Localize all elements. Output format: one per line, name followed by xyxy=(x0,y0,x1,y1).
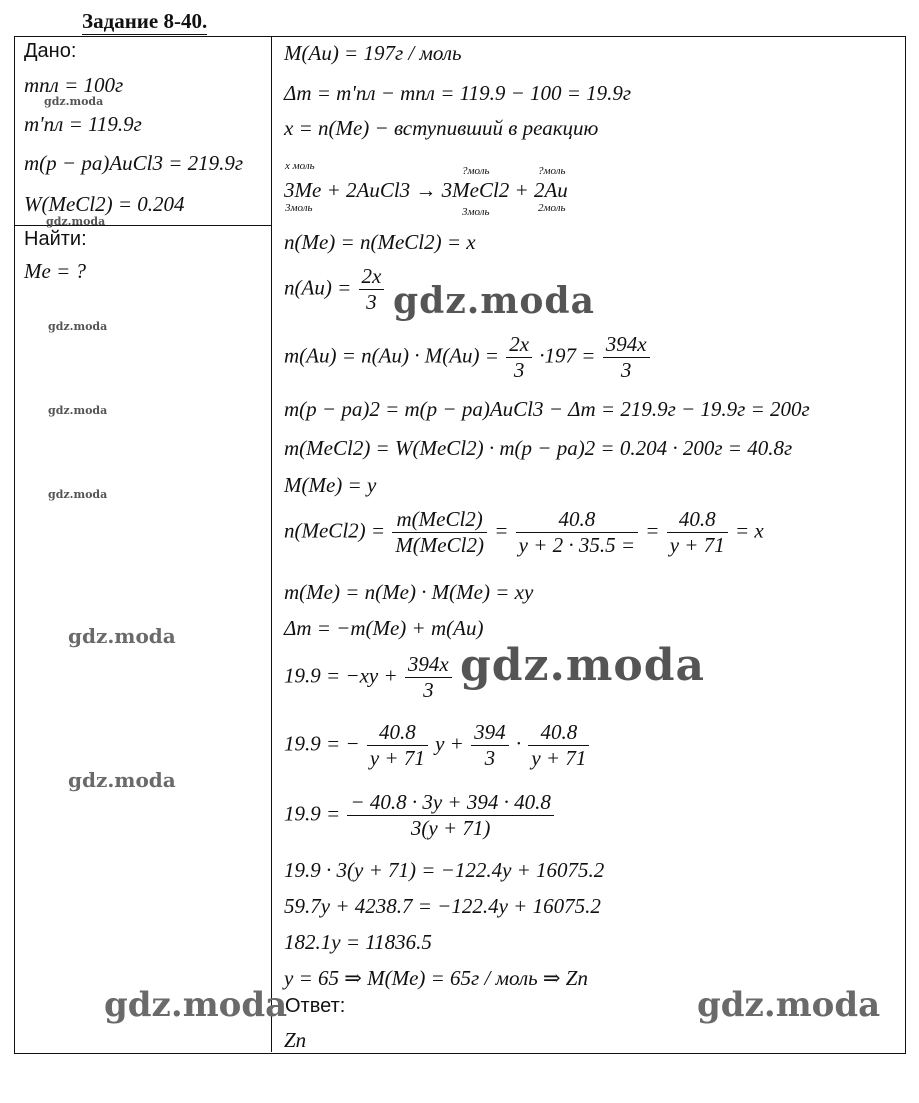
l7-mid: ·197 = xyxy=(539,343,596,368)
solution-line-11 xyxy=(284,507,764,558)
watermark: gdz.moda xyxy=(697,985,881,1025)
watermark: gdz.moda xyxy=(68,768,176,792)
l11-eq2: = xyxy=(645,518,660,543)
l11-eq: = xyxy=(494,518,509,543)
answer-label: Ответ: xyxy=(285,995,346,1017)
denominator: 3(y + 71) xyxy=(410,816,491,840)
fraction xyxy=(347,790,553,841)
given-line-1: mпл = 100г xyxy=(24,73,124,97)
denominator: 3 xyxy=(620,358,632,382)
note-q-mol-2: ?моль xyxy=(538,165,566,177)
fraction xyxy=(516,507,638,558)
solution-line-18: 59.7y + 4238.7 = −122.4y + 16075.2 xyxy=(284,894,601,918)
fraction xyxy=(603,332,650,383)
l7-left: m(Au) = n(Au) · M(Au) = xyxy=(284,343,499,368)
denominator: y + 71 xyxy=(369,746,425,770)
note-2mol: 2моль xyxy=(538,202,566,214)
denominator: 3 xyxy=(484,746,496,770)
note-x-mol: x моль xyxy=(285,160,315,172)
watermark: gdz.moda xyxy=(44,95,104,108)
solution-line-2: Δm = m'пл − mпл = 119.9 − 100 = 19.9г xyxy=(284,81,632,105)
numerator: 40.8 xyxy=(667,507,728,533)
fraction xyxy=(367,720,428,771)
l15-left: 19.9 = − xyxy=(284,731,360,756)
given-label: Дано: xyxy=(24,40,77,62)
denominator: y + 2 · 35.5 = xyxy=(518,533,636,557)
fraction xyxy=(667,507,728,558)
solution-line-17: 19.9 · 3(y + 71) = −122.4y + 16075.2 xyxy=(284,858,605,882)
watermark: gdz.moda xyxy=(104,985,288,1025)
fraction xyxy=(405,652,452,703)
l11-end: = x xyxy=(734,518,764,543)
numerator: 2x xyxy=(359,264,385,290)
denominator: 3 xyxy=(366,290,377,314)
numerator: 40.8 xyxy=(516,507,638,533)
numerator: 394x xyxy=(405,652,452,678)
l14-left: 19.9 = −xy + xyxy=(284,663,398,688)
solution-line-15 xyxy=(284,720,591,771)
l11-left: n(MeCl2) = xyxy=(284,518,386,543)
watermark: gdz.moda xyxy=(48,320,108,333)
l6-left: n(Au) = xyxy=(284,275,352,300)
watermark: gdz.moda xyxy=(48,488,108,501)
solution-line-14 xyxy=(284,652,454,703)
fraction xyxy=(359,264,385,315)
note-3mol-b: 3моль xyxy=(462,206,490,218)
numerator: 40.8 xyxy=(367,720,428,746)
numerator: 394x xyxy=(603,332,650,358)
solution-line-9: m(MeCl2) = W(MeCl2) · m(p − pa)2 = 0.204 · 200г = 40.8г xyxy=(284,436,793,460)
fraction xyxy=(392,507,487,558)
numerator: 40.8 xyxy=(528,720,589,746)
solution-line-12: m(Me) = n(Me) · M(Me) = xy xyxy=(284,580,534,604)
find-value: Me = ? xyxy=(24,259,86,283)
numerator: 2x xyxy=(506,332,532,358)
answer-value: Zn xyxy=(284,1028,307,1052)
note-q-mol-1: ?моль xyxy=(462,165,490,177)
numerator: 394 xyxy=(471,720,509,746)
solution-line-19: 182.1y = 11836.5 xyxy=(284,930,432,954)
solution-line-3: x = n(Me) − вступивший в реакцию xyxy=(284,116,599,140)
fraction xyxy=(471,720,509,771)
find-label: Найти: xyxy=(24,228,87,250)
reaction-equation: 3Me + 2AuCl3 → 3MeCl2 + 2Au xyxy=(284,178,568,202)
solution-line-7 xyxy=(284,332,652,383)
numerator: − 40.8 · 3y + 394 · 40.8 xyxy=(347,790,553,816)
watermark: gdz.moda xyxy=(46,215,106,228)
watermark: gdz.moda xyxy=(68,624,176,648)
denominator: M(MeCl2) xyxy=(395,533,484,557)
task-title: Задание 8-40. xyxy=(82,9,208,33)
l16-left: 19.9 = xyxy=(284,801,341,826)
given-line-3: m(p − pa)AuCl3 = 219.9г xyxy=(24,151,244,175)
solution-line-1: M(Au) = 197г / моль xyxy=(284,41,462,65)
watermark: gdz.moda xyxy=(393,280,595,322)
column-divider xyxy=(271,36,272,1052)
note-3mol-a: 3моль xyxy=(285,202,313,214)
given-line-2: m'пл = 119.9г xyxy=(24,112,142,136)
solution-line-8: m(p − pa)2 = m(p − pa)AuCl3 − Δm = 219.9г − 19.9г = 200г xyxy=(284,397,810,421)
denominator: y + 71 xyxy=(531,746,587,770)
solution-line-5: n(Me) = n(MeCl2) = x xyxy=(284,230,476,254)
watermark: gdz.moda xyxy=(460,640,706,691)
denominator: 3 xyxy=(423,678,434,702)
watermark: gdz.moda xyxy=(48,404,108,417)
fraction xyxy=(506,332,532,383)
l15-dot: · xyxy=(515,731,522,756)
denominator: y + 71 xyxy=(669,533,725,557)
solution-line-20: y = 65 ⇒ M(Me) = 65г / моль ⇒ Zn xyxy=(284,966,588,990)
solution-line-10: M(Me) = y xyxy=(284,473,377,497)
solution-line-13: Δm = −m(Me) + m(Au) xyxy=(284,616,484,640)
numerator: m(MeCl2) xyxy=(392,507,487,533)
given-line-4: W(MeCl2) = 0.204 xyxy=(24,192,185,216)
fraction xyxy=(528,720,589,771)
solution-line-6 xyxy=(284,264,386,315)
solution-line-16 xyxy=(284,790,556,841)
denominator: 3 xyxy=(513,358,525,382)
l15-mid: y + xyxy=(435,731,464,756)
